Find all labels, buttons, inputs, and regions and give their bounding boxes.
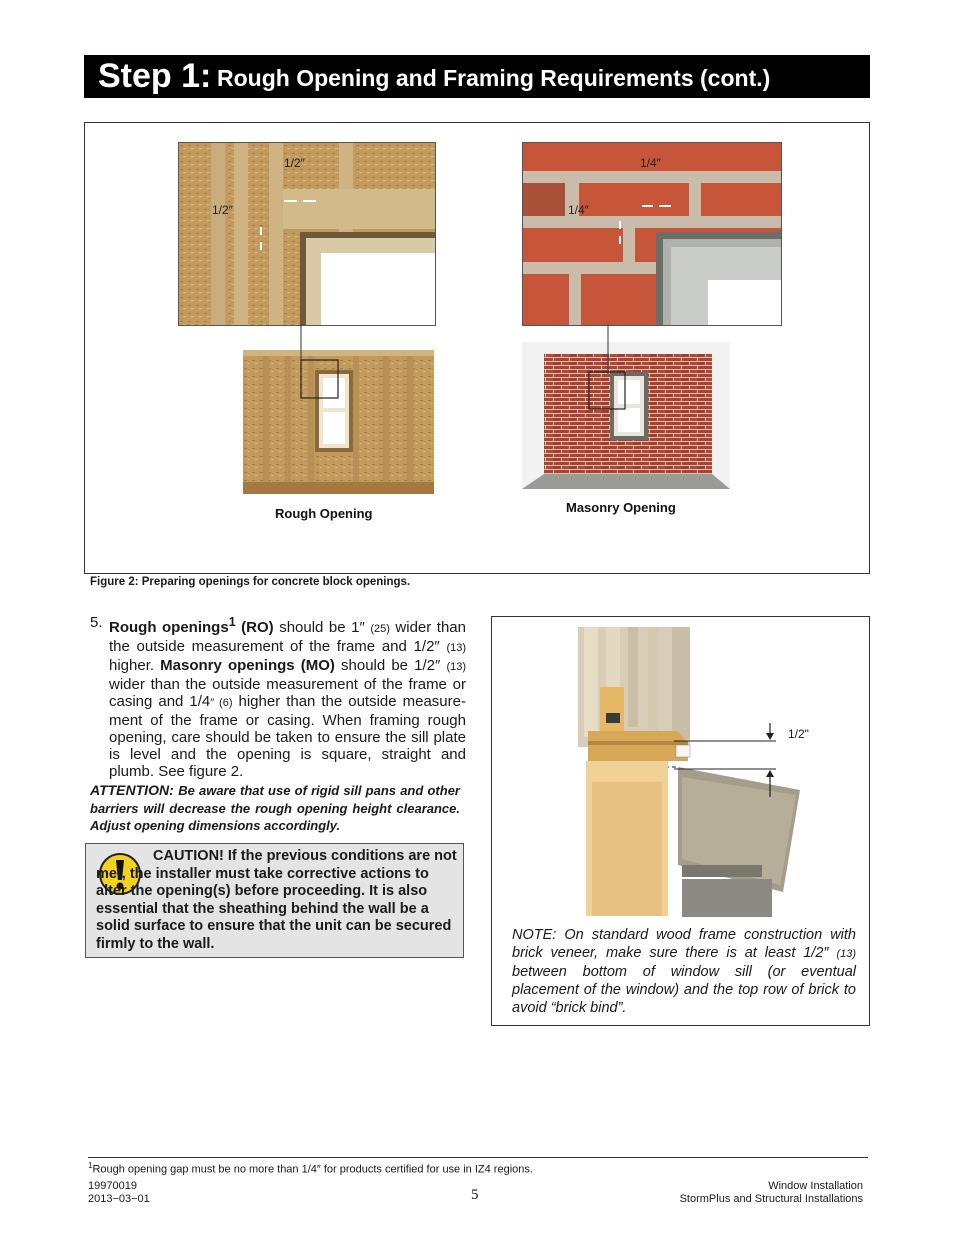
footnote <box>88 1161 533 1176</box>
text-run: should be 1″ <box>273 619 371 636</box>
sill-gap-label: 1/2" <box>788 727 809 741</box>
text-run: wider than the outside measurement of the frame and 1/2″ <box>109 619 466 655</box>
document-date: 2013−03−01 <box>88 1193 150 1205</box>
section-header <box>84 55 870 98</box>
document-title-line1: Window Installation <box>768 1180 863 1192</box>
attention-label: ATTENTION: <box>90 782 179 798</box>
document-info <box>88 1180 150 1206</box>
rough-top-gap-label: 1/2″ <box>284 156 305 170</box>
footnote-text: Rough opening gap must be no more than 1/4″ for products certified for use in IZ4 regions. <box>92 1163 533 1176</box>
caution-text: CAUTION! If the previous conditions are not met, the installer must take corrective actions to alter the opening(s) before proceeding. It is also essential that the sheathing behind the wall be a solid surface to ensure that the unit can be secured firmly to the wall. <box>96 848 457 952</box>
footnote-marker: 1 <box>88 1161 93 1170</box>
term-ro: (RO) <box>235 619 274 636</box>
rough-side-gap-label: 1/2″ <box>212 203 233 217</box>
rough-opening-detail-image <box>178 142 436 326</box>
metric-value: (13) <box>446 661 466 673</box>
masonry-top-gap-label: 1/4″ <box>640 156 661 170</box>
caution-box <box>85 843 464 958</box>
metric-value: (13) <box>836 948 856 960</box>
term-rough-openings: Rough openings <box>109 619 229 636</box>
text-run: higher than the outside measure- ment of the frame or casing. When framing rough opening, care should be taken to ensure the sill plate is level and the opening is square, straight and plumb. See figure 2. <box>109 693 466 780</box>
list-item-5 <box>90 614 466 780</box>
page-number: 5 <box>471 1187 479 1203</box>
masonry-opening-caption: Masonry Opening <box>566 500 676 515</box>
text-run: wider than the outside measurement of the frame or casing and 1/4 <box>109 676 466 710</box>
metric-value: ″ (6) <box>210 697 233 709</box>
figure-caption: Figure 2: Preparing openings for concrete block openings. <box>90 576 411 588</box>
footer-divider <box>88 1157 868 1158</box>
document-number: 19970019 <box>88 1180 137 1192</box>
masonry-side-gap-label: 1/4″ <box>568 203 589 217</box>
attention-note <box>90 782 460 835</box>
rough-opening-caption: Rough Opening <box>275 506 373 521</box>
step-label: Step 1: <box>98 57 212 95</box>
attention-text: Be aware that use of rigid sill pans and other barriers will decrease the rough opening height clearance. Adjust opening dimensions accordingly. <box>90 783 460 833</box>
text-run: higher. <box>109 657 161 674</box>
document-title-line2: StormPlus and Structural Installations <box>679 1193 863 1205</box>
metric-value: (25) <box>370 623 390 635</box>
sill-detail-box <box>491 616 870 1026</box>
sill-note-text-end: between bottom of window sill (or eventual placement of the window) and the top row of brick to avoid “brick bind”. <box>512 964 856 1016</box>
sill-note-text: NOTE: On standard wood frame construction with brick veneer, make sure there is at least 1/2″ <box>512 927 856 961</box>
document-title <box>640 1180 863 1206</box>
footnote-ref: 1 <box>228 615 236 629</box>
masonry-wall-image <box>522 342 730 489</box>
list-text <box>109 614 466 780</box>
sill-note <box>512 926 856 1017</box>
metric-value: (13) <box>446 642 466 654</box>
term-masonry-openings: Masonry openings (MO) <box>160 657 335 674</box>
list-number: 5. <box>90 614 103 631</box>
rough-opening-wall-image <box>243 350 434 494</box>
sill-section-illustration <box>578 627 808 917</box>
text-run: should be 1/2″ <box>334 657 447 674</box>
section-title: Rough Opening and Framing Requirements (cont.) <box>217 65 771 91</box>
